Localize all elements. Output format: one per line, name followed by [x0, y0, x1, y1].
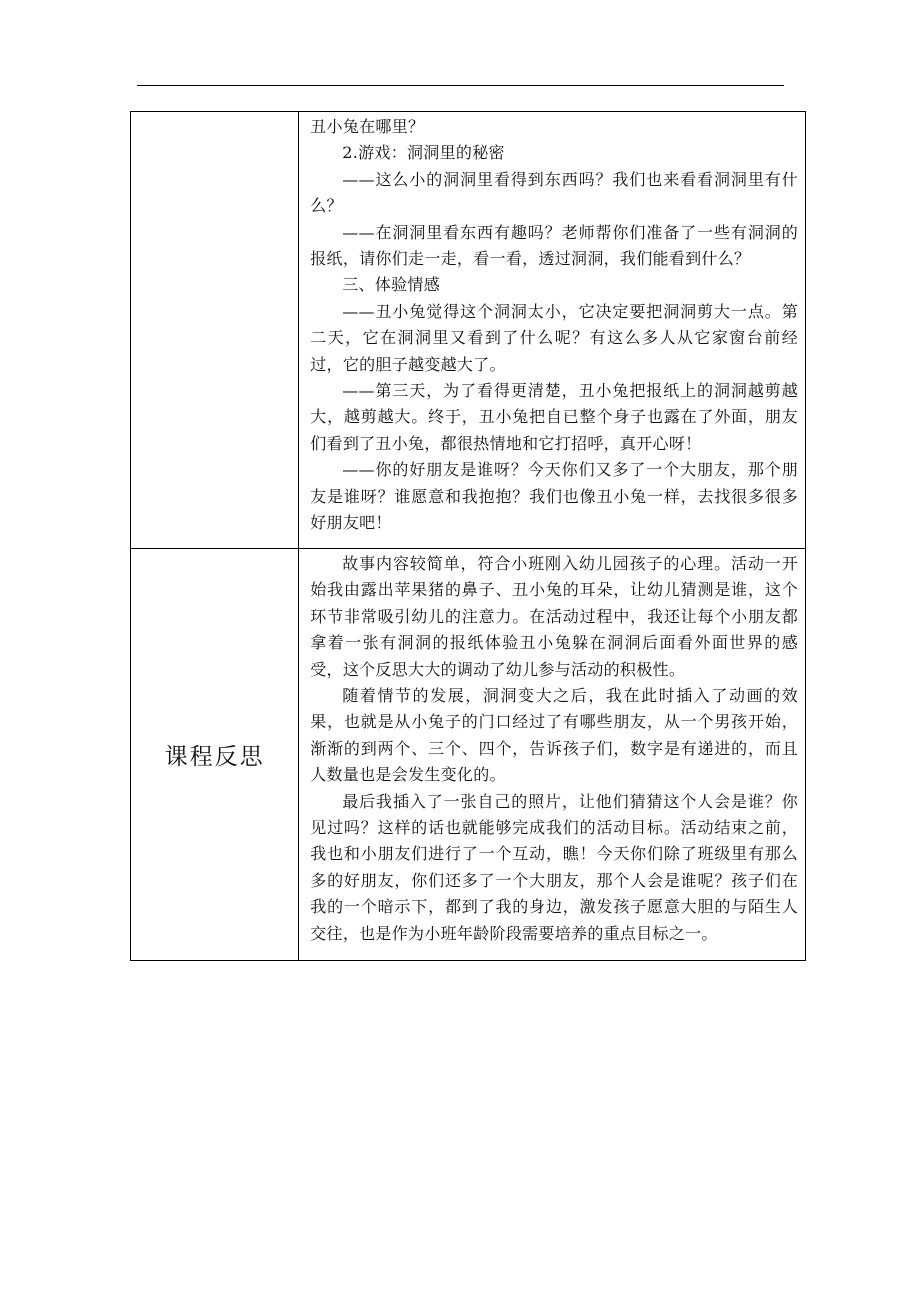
activity-label-cell [131, 112, 299, 549]
activity-paragraph: ——丑小兔觉得这个洞洞太小，它决定要把洞洞剪大一点。第二天，它在洞洞里又看到了什么呢？有这么多人从它家窗台前经过，它的胆子越变越大了。 [310, 301, 798, 374]
activity-paragraph: ——你的好朋友是谁呀？今天你们又多了一个大朋友，那个朋友是谁呀？谁愿意和我抱抱？我们也像丑小兔一样，去找很多很多好朋友吧！ [310, 460, 798, 533]
header-rule [137, 85, 784, 86]
activity-paragraph: ——第三天，为了看得更清楚，丑小兔把报纸上的洞洞越剪越大，越剪越大。终于，丑小兔把自已整个身子也露在了外面，朋友们看到了丑小兔，都很热情地和它打招呼，真开心呀！ [310, 381, 798, 453]
reflection-paragraph: 故事内容较简单，符合小班刚入幼儿园孩子的心理。活动一开始我由露出苹果猪的鼻子、丑小兔的耳朵，让幼儿猜测是谁，这个环节非常吸引幼儿的注意力。在活动过程中，我还让每个小朋友都拿着一张有洞洞的报纸体验丑小兔躲在洞洞后面看外面世界的感受，这个反思大大的调动了幼儿参与活动的积极性。 [310, 554, 798, 679]
activity-paragraph: 丑小兔在哪里？ [310, 117, 425, 136]
activity-paragraph: ——在洞洞里看东西有趣吗？老师帮你们准备了一些有洞洞的报纸，请你们走一走，看一看，透过洞洞，我们能看到什么？ [310, 222, 798, 269]
activity-section-heading: 三、体验情感 [342, 275, 441, 295]
activity-paragraph: ——这么小的洞洞里看得到东西吗？我们也来看看洞洞里有什么？ [310, 169, 798, 216]
reflection-label: 课程反思 [164, 744, 265, 770]
reflection-label-cell [131, 549, 299, 961]
activity-row [131, 112, 806, 549]
reflection-content-cell [299, 549, 806, 961]
reflection-row [131, 549, 806, 961]
lesson-plan-table [130, 111, 806, 961]
reflection-paragraph: 随着情节的发展，洞洞变大之后，我在此时插入了动画的效果，也就是从小兔子的门口经过了有哪些朋友，从一个男孩开始，渐渐的到两个、三个、四个，告诉孩子们，数字是有递进的，而且人数量也是会发生变化的。 [310, 686, 798, 785]
reflection-paragraph: 最后我插入了一张自己的照片，让他们猜猜这个人会是谁？你见过吗？这样的话也就能够完成我们的活动目标。活动结束之前，我也和小朋友们进行了一个互动，瞧！今天你们除了班级里有那么多的好朋友，你们还多了一个大朋友，那个人会是谁呢？孩子们在我的一个暗示下，都到了我的身边，激发孩子愿意大胆的与陌生人交往，也是作为小班年龄阶段需要培养的重点目标之一。 [310, 791, 798, 943]
activity-game-heading: 2.游戏：洞洞里的秘密 [342, 143, 505, 163]
activity-content-cell [299, 112, 806, 549]
